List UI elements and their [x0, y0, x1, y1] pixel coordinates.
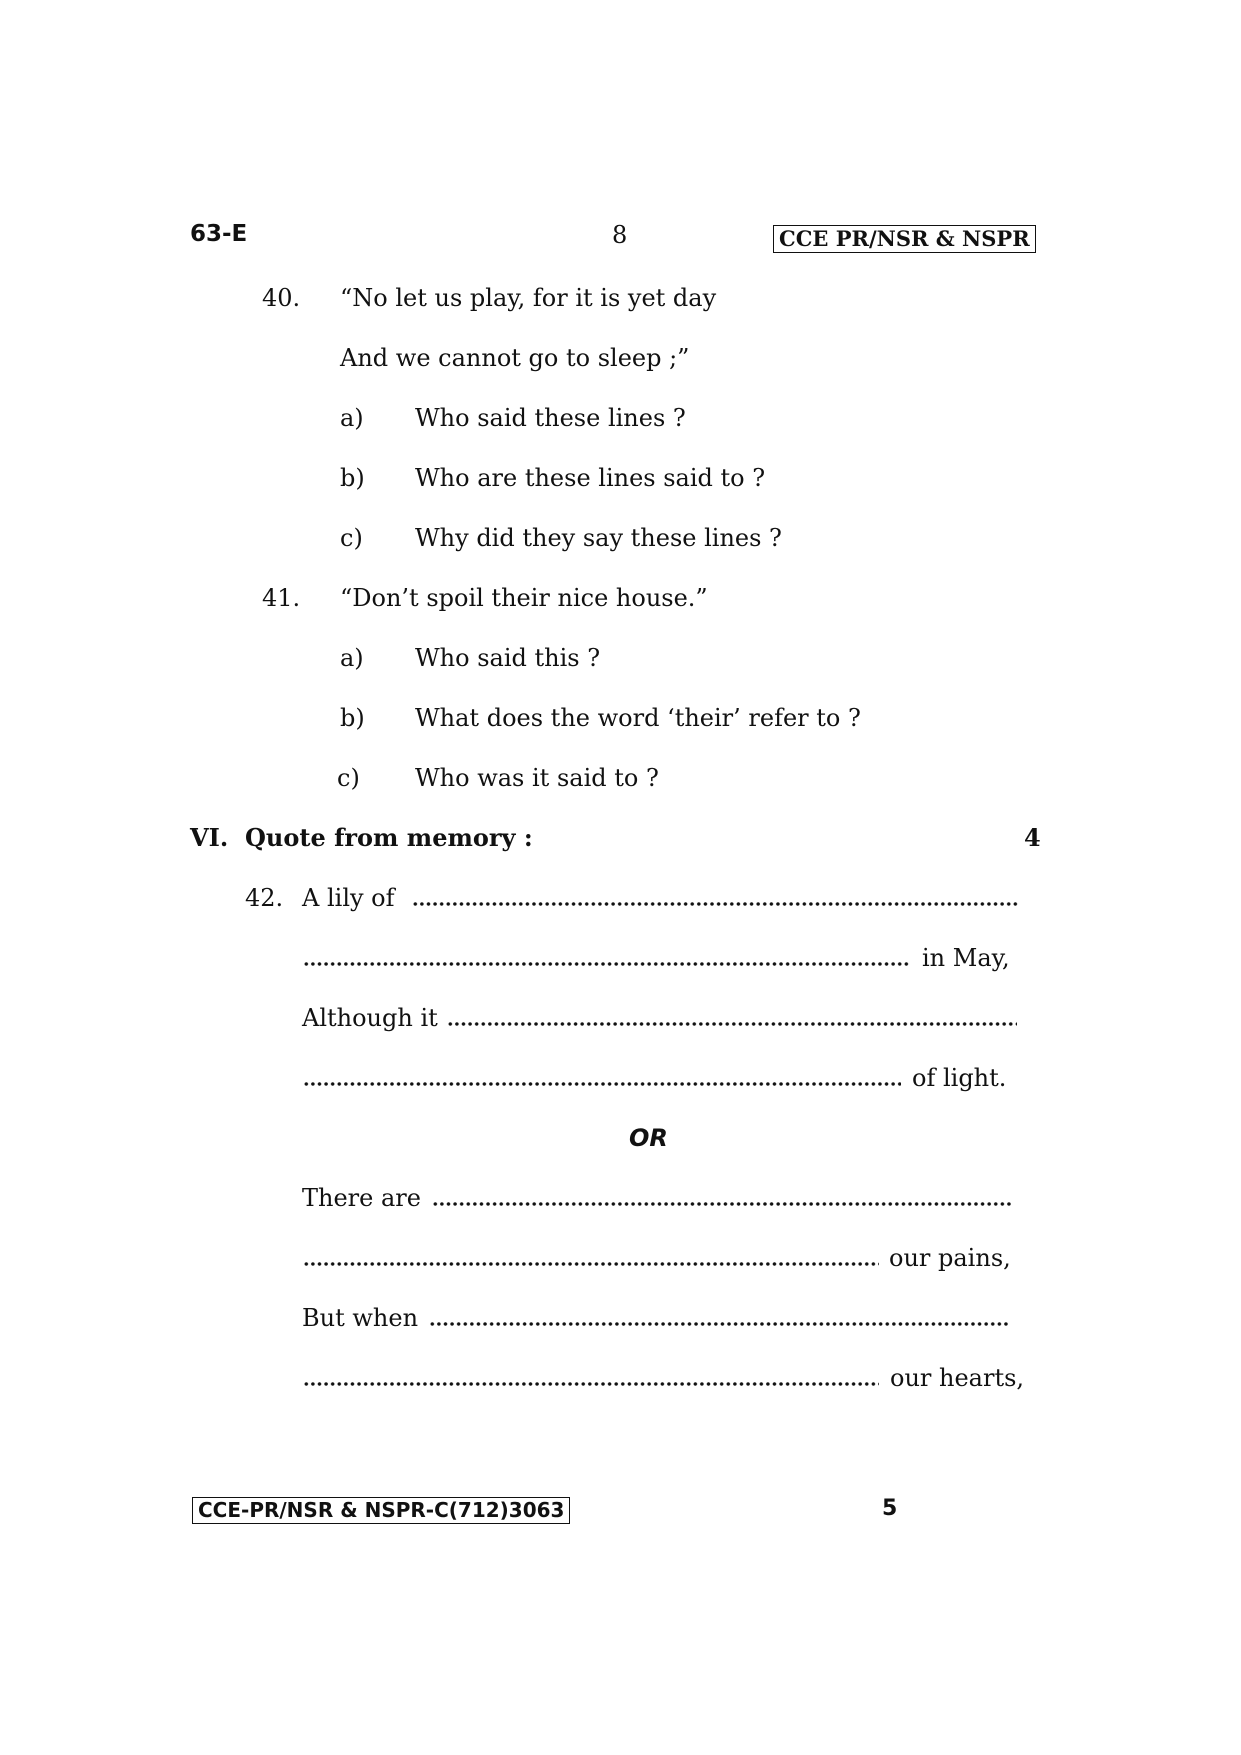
question-40-part-b-label: b) — [340, 464, 365, 492]
poem-a-line-4-end: of light. — [912, 1064, 1007, 1092]
section-marks: 4 — [1024, 823, 1041, 852]
question-41-part-a-label: a) — [340, 644, 364, 672]
poem-a-line-2-end: in May, — [922, 944, 1010, 972]
question-40-part-a-text: Who said these lines ? — [415, 404, 686, 432]
question-40-part-b-text: Who are these lines said to ? — [415, 464, 766, 492]
poem-b-line-2-blank — [303, 1261, 879, 1267]
question-40-part-c-text: Why did they say these lines ? — [415, 524, 782, 552]
poem-a-line-3-blank — [447, 1021, 1017, 1027]
poem-a-line-4-blank — [303, 1081, 901, 1087]
section-title: Quote from memory : — [245, 823, 533, 852]
question-41-part-a-text: Who said this ? — [415, 644, 601, 672]
poem-b-line-1-blank — [432, 1201, 1012, 1207]
footer-number: 5 — [882, 1496, 898, 1521]
poem-a-line-3-start: Although it — [302, 1004, 438, 1032]
question-40-quote-line-2: And we cannot go to sleep ;” — [340, 344, 690, 372]
header-code-right: CCE PR/NSR & NSPR — [773, 225, 1036, 253]
poem-b-line-1-start: There are — [302, 1184, 421, 1212]
header-code-left: 63-E — [190, 221, 248, 247]
question-41-number: 41. — [262, 584, 301, 612]
or-separator: OR — [629, 1124, 668, 1152]
question-41-part-b-label: b) — [340, 704, 365, 732]
question-41-part-c-label: c) — [337, 764, 360, 792]
question-40-part-c-label: c) — [340, 524, 363, 552]
poem-b-line-4-end: our hearts, — [890, 1364, 1025, 1392]
footer-code: CCE-PR/NSR & NSPR-C(712)3063 — [192, 1497, 570, 1524]
page-number: 8 — [612, 221, 628, 249]
poem-a-line-1-blank — [412, 901, 1020, 907]
poem-b-line-4-blank — [303, 1381, 879, 1387]
poem-b-line-3-start: But when — [302, 1304, 419, 1332]
section-number: VI. — [190, 823, 229, 852]
question-40-quote-line-1: “No let us play, for it is yet day — [340, 284, 717, 312]
question-40-part-a-label: a) — [340, 404, 364, 432]
poem-a-line-1-start: A lily of — [302, 884, 395, 912]
question-40-number: 40. — [262, 284, 301, 312]
poem-b-line-3-blank — [429, 1321, 1009, 1327]
poem-a-line-2-blank — [303, 961, 911, 967]
question-42-number: 42. — [245, 884, 284, 912]
question-41-quote-line-1: “Don’t spoil their nice house.” — [340, 584, 708, 612]
poem-b-line-2-end: our pains, — [889, 1244, 1011, 1272]
question-41-part-c-text: Who was it said to ? — [415, 764, 659, 792]
question-41-part-b-text: What does the word ‘their’ refer to ? — [415, 704, 861, 732]
